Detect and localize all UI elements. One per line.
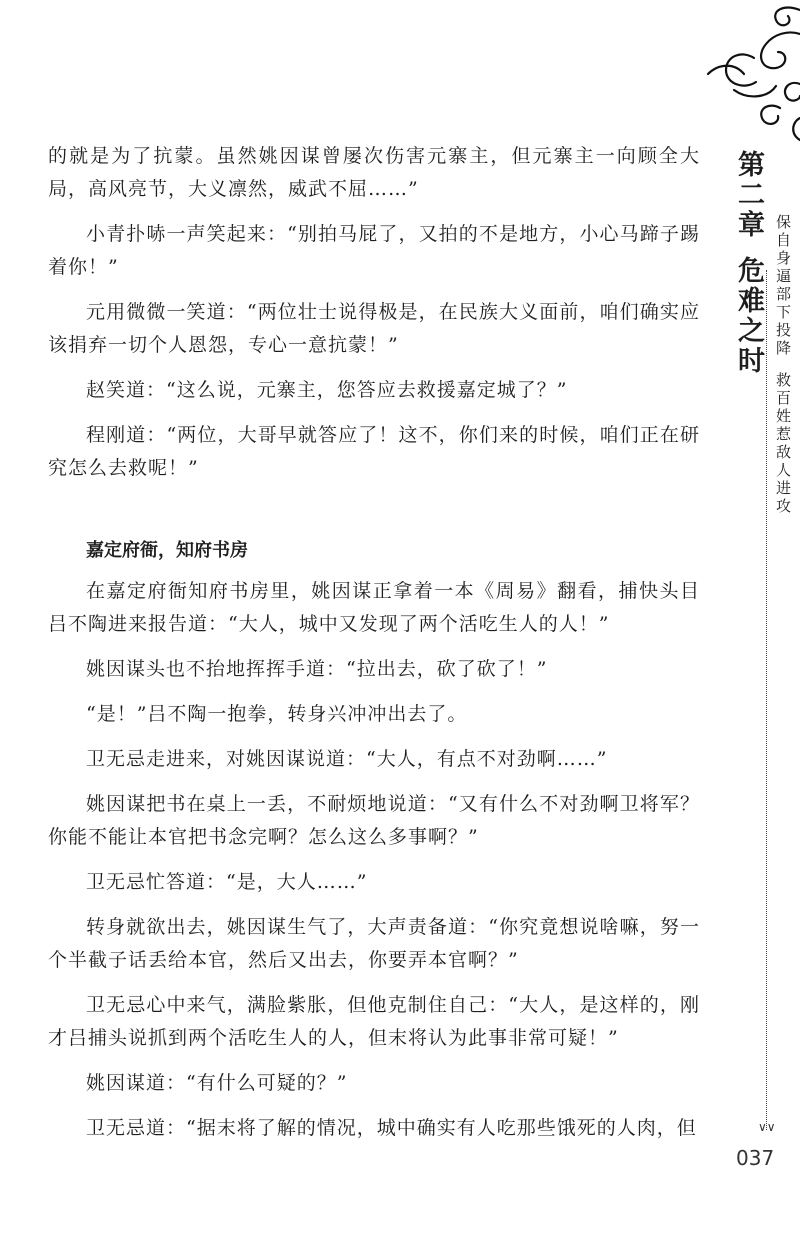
paragraph: 姚因谋把书在桌上一丢，不耐烦地说道：“又有什么不对劲啊卫将军？你能不能让本官把书念完啊？怎么这么多事啊？” — [48, 793, 700, 848]
paragraph: “是！”吕不陶一抱拳，转身兴冲冲出去了。 — [86, 703, 468, 725]
chapter-title: 危难之时 — [733, 256, 764, 376]
chapter-sidebar — [724, 150, 800, 1070]
chapter-subtitle — [771, 214, 795, 516]
cloud-ornament-icon — [704, 0, 800, 145]
paragraph: 程刚道：“两位，大哥早就答应了！这不，你们来的时候，咱们正在研究怎么去救呢！” — [48, 424, 700, 479]
paragraph: 元用微微一笑道：“两位壮士说得极是，在民族大义面前，咱们确实应该捐弃一切个人恩怨，专心一意抗蒙！” — [48, 301, 700, 356]
dotted-divider — [766, 270, 767, 1130]
subtitle-part-2: 救百姓惹敌人进攻 — [774, 372, 792, 516]
paragraph: 在嘉定府衙知府书房里，姚因谋正拿着一本《周易》翻看，捕快头目吕不陶进来报告道：“大人，城中又发现了两个活吃生人的人！” — [48, 580, 700, 635]
section-heading: 嘉定府衙，知府书房 — [86, 540, 248, 561]
subtitle-part-1: 保自身逼部下投降 — [774, 214, 792, 358]
paragraph: 的就是为了抗蒙。虽然姚因谋曾屡次伤害元寨主，但元寨主一向顾全大局，高风亮节，大义凛然，威武不屈……” — [48, 145, 700, 200]
paragraph: 姚因谋道：“有什么可疑的？” — [86, 1072, 348, 1094]
paragraph: 赵笑道：“这么说，元寨主，您答应去救援嘉定城了？” — [86, 379, 568, 401]
paragraph: 卫无忌道：“据末将了解的情况，城中确实有人吃那些饿死的人肉，但 — [86, 1117, 697, 1139]
paragraph: 卫无忌心中来气，满脸紫胀，但他克制住自己：“大人，是这样的，刚才吕捕头说抓到两个活吃生人的人，但末将认为此事非常可疑！” — [48, 994, 700, 1049]
page-body — [48, 140, 700, 1157]
paragraph: 转身就欲出去，姚因谋生气了，大声责备道：“你究竟想说啥嘛，努一个半截子话丢给本官，然后又出去，你要弄本官啊？” — [48, 916, 700, 971]
chapter-label: 第二章 — [733, 150, 764, 240]
paragraph: 姚因谋头也不抬地挥挥手道：“拉出去，砍了砍了！” — [86, 658, 548, 680]
paragraph: 卫无忌忙答道：“是，大人……” — [86, 871, 368, 893]
paragraph: 卫无忌走进来，对姚因谋说道：“大人，有点不对劲啊……” — [86, 748, 608, 770]
paragraph: 小青扑哧一声笑起来：“别拍马屁了，又拍的不是地方，小心马蹄子踢着你！” — [48, 223, 700, 278]
page-number: 037 — [736, 1146, 775, 1170]
down-arrows-icon: ∨∨ — [758, 1120, 776, 1134]
chapter-heading — [730, 150, 766, 376]
